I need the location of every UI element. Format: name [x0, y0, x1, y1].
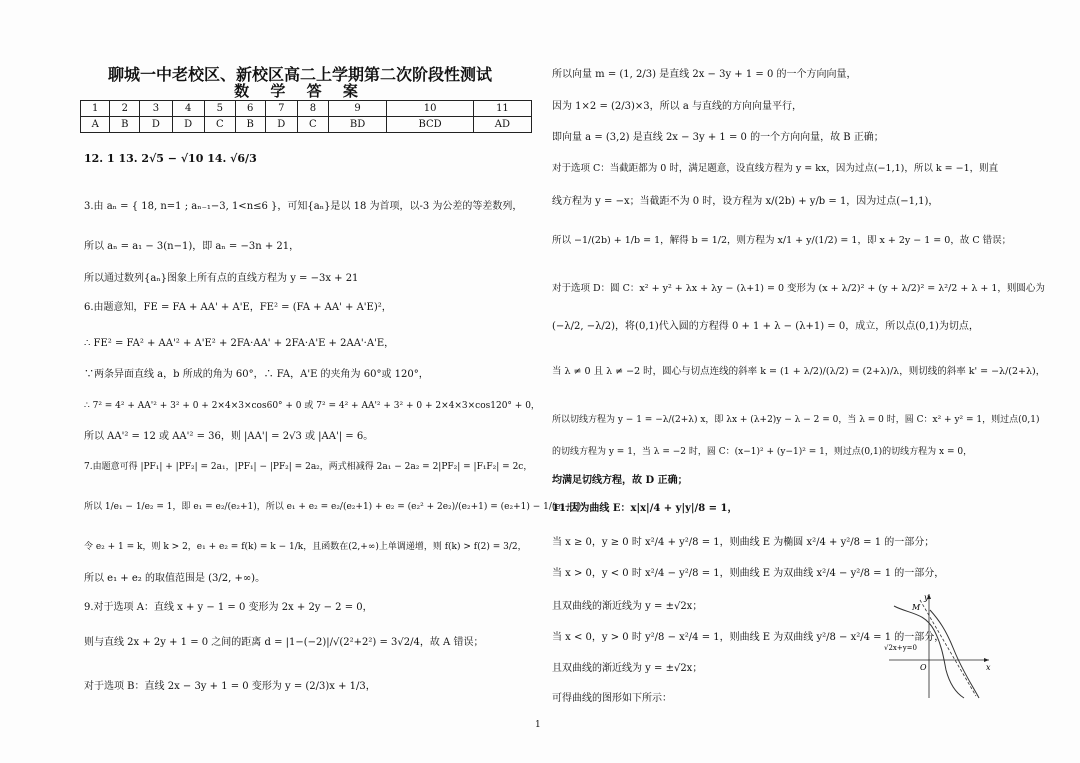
solution-line: 对于选项 C：当截距都为 0 时，满足题意，设直线方程为 y = kx，因为过点(−1,1)，所以 k = −1，则直 — [552, 163, 999, 174]
q-answer: D — [140, 117, 172, 133]
solution-line: 且双曲线的渐近线为 y = ±√2x； — [552, 663, 703, 674]
solution-line: 线方程为 y = −x；当截距不为 0 时，设方程为 x/(2b) + y/b = 1，因为过点(−1,1)， — [552, 196, 939, 207]
q-answer: D — [172, 117, 204, 133]
solution-line: 则与直线 2x + 2y + 1 = 0 之间的距离 d = |1−(−2)|/√(2²+2²) = 3√2/4，故 A 错误； — [84, 637, 484, 648]
solution-line: 所以 −1/(2b) + 1/b = 1，解得 b = 1/2，则方程为 x/1 + y/(1/2) = 1，即 x + 2y − 1 = 0，故 C 错误； — [552, 235, 1012, 246]
q-answer: C — [297, 117, 328, 133]
solution-line: 当 x > 0，y < 0 时 x²/4 − y²/8 = 1，则曲线 E 为双曲线 x²/4 − y²/8 = 1 的一部分， — [552, 568, 945, 579]
q-number: 2 — [110, 101, 140, 117]
x-axis-label: x — [986, 663, 991, 672]
q-number: 1 — [81, 101, 110, 117]
solution-line: 可得曲线的图形如下所示： — [552, 693, 672, 704]
solution-line: ∴ FE² = FA² + AA'² + A'E² + 2FA·AA' + 2FA·A'E + 2AA'·A'E， — [84, 338, 395, 349]
answer-value-row — [81, 117, 532, 133]
solution-line: 即向量 a = (3,2) 是直线 2x − 3y + 1 = 0 的一个方向向量，故 B 正确； — [552, 132, 884, 143]
solution-line: 9.对于选项 A：直线 x + y − 1 = 0 变形为 2x + 2y − 2 = 0， — [84, 602, 373, 613]
page-title: 聊城一中老校区、新校区高二上学期第二次阶段性测试 — [107, 65, 492, 84]
q-answer: C — [204, 117, 235, 133]
solution-line: 且双曲线的渐近线为 y = ±√2x； — [552, 601, 703, 612]
solution-line: 令 e₂ + 1 = k，则 k > 2，e₁ + e₂ = f(k) = k − 1/k，且函数在(2,+∞)上单调递增，则 f(k) > f(2) = 3/2， — [84, 542, 527, 552]
point-m-label: M — [912, 603, 921, 612]
solution-line: 所以切线方程为 y − 1 = −λ/(2+λ) x，即 λx + (λ+2)y − λ − 2 = 0，当 λ = 0 时，圆 C：x² + y² = 1，则过点(0,1) — [552, 415, 1040, 425]
solution-line: 所以 aₙ = a₁ − 3(n−1)，即 aₙ = −3n + 21， — [84, 241, 300, 252]
answer-table — [80, 100, 532, 133]
curve-e-branch — [930, 610, 979, 698]
q-answer: BCD — [387, 117, 474, 133]
solution-line: 所以 e₁ + e₂ 的取值范围是 (3/2, +∞)。 — [84, 573, 266, 584]
solution-line: ∴ 7² = 4² + AA'² + 3² + 0 + 2×4×3×cos60° + 0 或 7² = 4² + AA'² + 3² + 0 + 2×4×3×cos120° + 0， — [84, 401, 540, 411]
x-axis-arrow-icon — [984, 658, 989, 662]
curve-graph — [884, 590, 994, 700]
q-number: 5 — [204, 101, 235, 117]
solution-line: 因为 1×2 = (2/3)×3，所以 a 与直线的方向向量平行， — [552, 101, 802, 112]
q-number: 3 — [140, 101, 172, 117]
q-number: 9 — [328, 101, 387, 117]
origin-label: O — [920, 663, 927, 672]
solution-line: 7.由题意可得 |PF₁| + |PF₂| = 2a₁，|PF₁| − |PF₂| = 2a₂，两式相减得 2a₁ − 2a₂ = 2|PF₂| = |F₁F₂| = 2c， — [84, 462, 533, 472]
q-answer: B — [235, 117, 265, 133]
solution-line: (−λ/2, −λ/2)，将(0,1)代入圆的方程得 0 + 1 + λ − (λ+1) = 0，成立，所以点(0,1)为切点， — [552, 321, 979, 332]
solution-line: 当 x < 0，y > 0 时 y²/8 − x²/4 = 1，则曲线 E 为双曲线 y²/8 − x²/4 = 1 的一部分， — [552, 632, 945, 643]
q-answer: BD — [328, 117, 387, 133]
page-subtitle: 数 学 答 案 — [234, 82, 366, 100]
solution-line: 所以 1/e₁ − 1/e₂ = 1，即 e₁ = e₂/(e₂+1)，所以 e₁ + e₂ = e₂/(e₂+1) + e₂ = (e₂² + 2e₂)/(e₂+1) = (e₂+1) − 1/(e₂+1)， — [84, 502, 591, 512]
q-number: 4 — [172, 101, 204, 117]
solution-line: 对于选项 B：直线 2x − 3y + 1 = 0 变形为 y = (2/3)x + 1/3， — [84, 681, 376, 692]
q-answer: B — [110, 117, 140, 133]
q-number: 11 — [473, 101, 531, 117]
asymptote-line — [920, 600, 976, 696]
solution-line: ∵两条异面直线 a，b 所成的角为 60°，∴ FA，A'E 的夹角为 60°或 120°， — [84, 369, 429, 380]
solution-line: 所以通过数列{aₙ}图象上所有点的直线方程为 y = −3x + 21 — [84, 273, 359, 284]
solution-line: 均满足切线方程，故 D 正确； — [552, 475, 688, 486]
solution-line: 所以向量 m = (1, 2/3) 是直线 2x − 3y + 1 = 0 的一个方向向量， — [552, 69, 857, 80]
y-axis-label: y — [924, 593, 929, 602]
solution-line: 6.由题意知，FE = FA + AA' + A'E，FE² = (FA + AA' + A'E)²， — [84, 302, 392, 313]
q-number: 10 — [387, 101, 474, 117]
solution-line: 当 λ ≠ 0 且 λ ≠ −2 时，圆心与切点连线的斜率 k = (1 + λ/2)/(λ/2) = (2+λ)/λ，则切线的斜率 k' = −λ/(2+λ)， — [552, 366, 1046, 377]
solution-line: 对于选项 D：圆 C：x² + y² + λx + λy − (λ+1) = 0 变形为 (x + λ/2)² + (y + λ/2)² = λ²/2 + λ + 1，则圆心为 — [552, 283, 1045, 294]
page-number: 1 — [535, 720, 541, 730]
q-answer: D — [265, 117, 297, 133]
answer-number-row — [81, 101, 532, 117]
solution-line: 所以 AA'² = 12 或 AA'² = 36，则 |AA'| = 2√3 或 |AA'| = 6。 — [84, 431, 374, 442]
solution-line: 12. 1 13. 2√5 − √10 14. √6/3 — [84, 152, 257, 165]
solution-line: 11.因为曲线 E：x|x|/4 + y|y|/8 = 1， — [552, 503, 738, 514]
q-number: 7 — [265, 101, 297, 117]
asymptote-label: √2x+y=0 — [884, 644, 918, 652]
q-number: 6 — [235, 101, 265, 117]
solution-line: 的切线方程为 y = 1，当 λ = −2 时，圆 C：(x−1)² + (y−1)² = 1，则过点(0,1)的切线方程为 x = 0， — [552, 447, 973, 457]
q-answer: A — [81, 117, 110, 133]
q-number: 8 — [297, 101, 328, 117]
solution-line: 当 x ≥ 0，y ≥ 0 时 x²/4 + y²/8 = 1，则曲线 E 为椭圆 x²/4 + y²/8 = 1 的一部分； — [552, 537, 935, 548]
q-answer: AD — [473, 117, 531, 133]
solution-line: 3.由 aₙ = { 18, n=1 ; aₙ₋₁−3, 1<n≤6 }，可知{aₙ}是以 18 为首项，以-3 为公差的等差数列， — [84, 201, 523, 212]
